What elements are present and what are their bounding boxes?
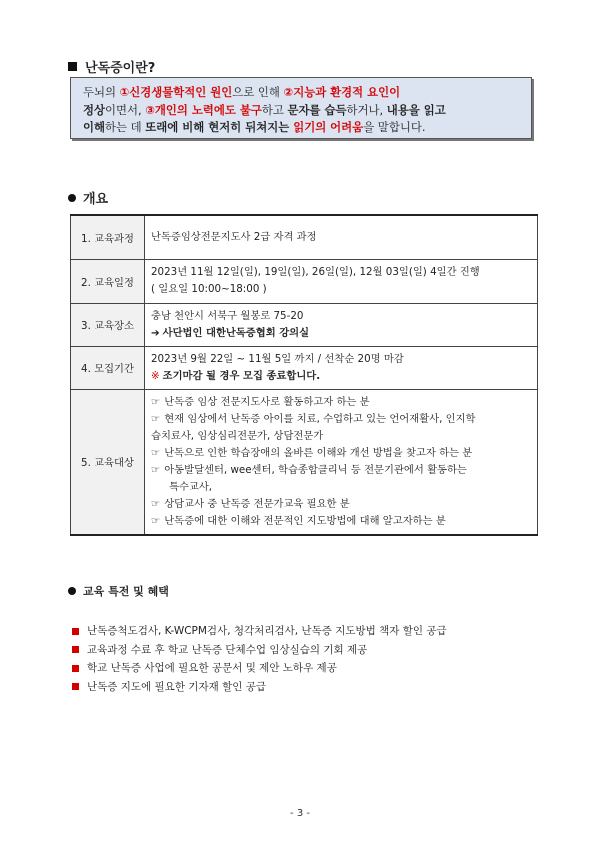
arrow-right-icon: ➔ (151, 326, 160, 339)
value-line: ( 일요일 10:00~18:00 ) (151, 283, 267, 295)
table-row (71, 346, 538, 389)
row-value (145, 303, 538, 346)
page-number: - 3 - (290, 808, 310, 819)
definition-line-2 (83, 102, 523, 120)
pointing-hand-icon: ☞ (151, 514, 161, 527)
section-title: 난독증이란? (85, 61, 156, 76)
pointing-hand-icon: ☞ (151, 446, 161, 459)
value-line (151, 368, 531, 385)
section-definition-heading (68, 57, 155, 76)
red-square-bullet-icon (72, 646, 79, 653)
list-item (151, 462, 531, 479)
section-title: 개요 (83, 192, 109, 207)
definition-line-3 (83, 119, 523, 137)
row-label: 3. 교육장소 (71, 303, 145, 346)
circle-bullet-icon (68, 194, 76, 202)
definition-line-1 (83, 84, 523, 102)
pointing-hand-icon: ☞ (151, 463, 161, 476)
value-line: 2023년 11월 12일(일), 19일(일), 26일(일), 12월 03일(일) 4일간 진행 (151, 266, 480, 278)
highlight: 내용을 읽고 (386, 102, 446, 117)
list-item (151, 428, 531, 445)
highlight: 이해 (83, 120, 106, 134)
section-benefits-heading (68, 583, 169, 599)
row-label: 5. 교육대상 (71, 389, 145, 535)
benefits-list (72, 622, 447, 696)
reference-mark-icon: ※ (151, 369, 160, 382)
row-value (145, 259, 538, 303)
list-item (72, 678, 447, 697)
pointing-hand-icon: ☞ (151, 412, 161, 425)
red-square-bullet-icon (72, 628, 79, 635)
list-item-text: 습치료사, 임상심리전문가, 상담전문가 (151, 429, 324, 442)
row-label: 2. 교육일정 (71, 259, 145, 303)
value-line: 난독증임상전문지도사 2급 자격 과정 (151, 230, 317, 243)
circle-bullet-icon (68, 587, 76, 595)
text: 두뇌의 (83, 85, 120, 99)
highlight: 또래에 비해 현저히 뒤쳐지는 (145, 120, 294, 134)
list-item (72, 641, 447, 660)
list-item-text: 현재 임상에서 난독증 아이를 치료, 수업하고 있는 언어재활사, 인지학 (164, 412, 476, 425)
list-item-text: 특수교사, (169, 480, 213, 493)
section-overview-heading (68, 188, 108, 207)
list-item-text: 아동발달센터, wee센터, 학습종합클리닉 등 전문기관에서 활동하는 (164, 463, 467, 476)
table-row (71, 215, 538, 259)
row-label: 1. 교육과정 (71, 215, 145, 259)
value-line (151, 325, 531, 342)
pointing-hand-icon: ☞ (151, 395, 161, 408)
venue-name: 사단법인 대한난독증협회 강의실 (162, 326, 310, 339)
list-item-text: 교육과정 수료 후 학교 난독증 단체수업 임상실습의 기회 제공 (87, 643, 368, 656)
list-item-text: 학교 난독증 사업에 필요한 공문서 및 제안 노하우 제공 (87, 662, 337, 674)
list-item-text: 난독증 임상 전문지도사로 활동하고자 하는 분 (164, 395, 370, 408)
highlight: ②지능과 환경적 요인이 (283, 85, 401, 99)
text: 하고 (261, 102, 288, 117)
text: 을 말합니다. (363, 120, 426, 134)
list-item (151, 394, 531, 411)
list-item (151, 479, 531, 496)
notice-text: 조기마감 될 경우 모집 종료합니다. (162, 369, 321, 382)
table-row (71, 303, 538, 346)
list-item-text: 난독증척도검사, K-WCPM검사, 청각처리검사, 난독증 지도방법 책자 할인 공급 (87, 625, 447, 637)
row-value (145, 389, 538, 535)
row-value (145, 346, 538, 389)
row-label: 4. 모집기간 (71, 346, 145, 389)
square-bullet-icon (68, 62, 77, 71)
list-item (151, 411, 531, 428)
red-square-bullet-icon (72, 683, 79, 690)
list-item-text: 상담교사 중 난독증 전문가교육 필요한 분 (164, 497, 350, 510)
text: 이면서, (105, 102, 146, 117)
highlight: 정상 (83, 102, 106, 117)
value-line: 충남 천안시 서북구 월봉로 75-20 (151, 309, 304, 322)
highlight: ①신경생물학적인 원인 (119, 85, 233, 99)
list-item (72, 659, 447, 678)
text: 하거나, (346, 102, 387, 117)
list-item (72, 622, 447, 641)
overview-table (70, 214, 538, 536)
row-value (145, 215, 538, 259)
pointing-hand-icon: ☞ (151, 497, 161, 510)
definition-box (70, 77, 532, 139)
text: 으로 인해 (232, 85, 284, 99)
text: 하는 데 (105, 120, 146, 134)
list-item-text: 난독증 지도에 필요한 기자재 할인 공급 (87, 680, 266, 693)
highlight: 문자를 습득 (287, 102, 347, 117)
red-square-bullet-icon (72, 665, 79, 672)
list-item-text: 난독으로 인한 학습장애의 올바른 이해와 개선 방법을 찾고자 하는 분 (164, 446, 473, 459)
section-title: 교육 특전 및 혜택 (83, 585, 169, 598)
highlight: ③개인의 노력에도 불구 (145, 102, 262, 117)
list-item (151, 496, 531, 513)
list-item-text: 난독증에 대한 이해와 전문적인 지도방법에 대해 알고자하는 분 (164, 514, 446, 527)
highlight: 읽기의 어려움 (293, 120, 364, 134)
value-line: 2023년 9월 22일 ~ 11월 5일 까지 / 선착순 20명 마감 (151, 352, 404, 365)
table-row (71, 259, 538, 303)
list-item (151, 445, 531, 462)
table-row (71, 389, 538, 535)
list-item (151, 513, 531, 530)
